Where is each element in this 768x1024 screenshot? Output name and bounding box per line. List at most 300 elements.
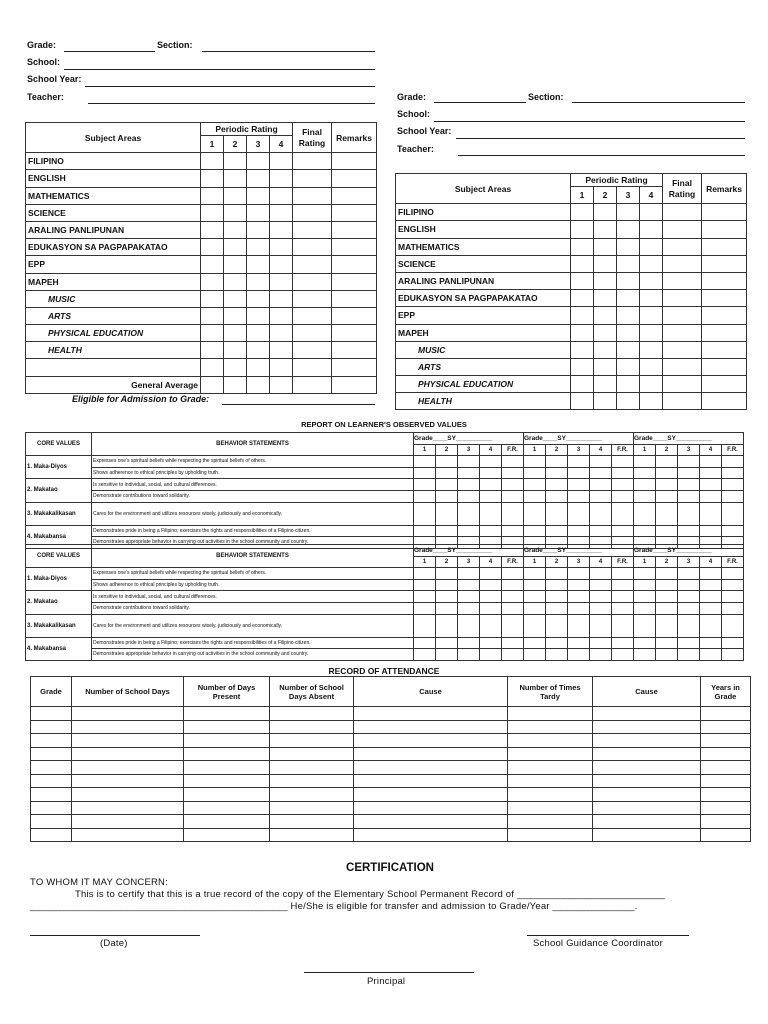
grade-cell[interactable] [702,324,747,341]
attendance-cell[interactable] [184,774,270,788]
grade-cell[interactable] [617,255,640,272]
value-cell[interactable] [436,614,458,637]
date-signature-line[interactable] [30,935,200,936]
attendance-cell[interactable] [31,801,72,815]
value-cell[interactable] [502,479,524,491]
value-cell[interactable] [414,602,436,614]
value-cell[interactable] [678,614,700,637]
grade-cell[interactable] [247,307,270,324]
attendance-cell[interactable] [72,801,184,815]
value-cell[interactable] [722,579,744,591]
value-cell[interactable] [414,467,436,479]
value-cell[interactable] [480,614,502,637]
value-cell[interactable] [568,579,590,591]
grade-cell[interactable] [640,272,663,289]
value-cell[interactable] [458,479,480,491]
grade-cell[interactable] [224,221,247,238]
grade-cell[interactable] [594,204,617,221]
school-field[interactable] [64,69,375,70]
value-cell[interactable] [436,456,458,468]
grade-cell[interactable] [663,204,702,221]
grade-cell[interactable] [702,238,747,255]
section-field[interactable] [572,102,745,103]
grade-cell[interactable] [594,221,617,238]
grade-cell[interactable] [224,290,247,307]
value-cell[interactable] [590,568,612,580]
value-cell[interactable] [546,579,568,591]
grade-cell[interactable] [702,358,747,375]
value-cell[interactable] [612,568,634,580]
grade-cell[interactable] [702,272,747,289]
grade-cell[interactable] [247,187,270,204]
attendance-cell[interactable] [593,734,701,748]
value-cell[interactable] [436,467,458,479]
attendance-cell[interactable] [354,774,508,788]
grade-cell[interactable] [640,255,663,272]
grade-cell[interactable] [247,170,270,187]
school-year-field[interactable] [85,86,375,87]
attendance-cell[interactable] [31,815,72,829]
value-cell[interactable] [722,614,744,637]
attendance-cell[interactable] [72,774,184,788]
grade-cell[interactable] [293,359,332,376]
grade-cell[interactable] [594,307,617,324]
value-cell[interactable] [700,456,722,468]
value-cell[interactable] [546,649,568,661]
value-cell[interactable] [568,456,590,468]
grade-cell[interactable] [201,325,224,342]
value-cell[interactable] [568,467,590,479]
value-cell[interactable] [524,579,546,591]
value-cell[interactable] [436,602,458,614]
teacher-field[interactable] [458,155,745,156]
value-cell[interactable] [436,490,458,502]
value-cell[interactable] [546,602,568,614]
value-cell[interactable] [700,579,722,591]
grade-cell[interactable] [332,239,377,256]
value-cell[interactable] [634,649,656,661]
grade-cell[interactable] [571,393,594,410]
grade-cell[interactable] [571,290,594,307]
attendance-cell[interactable] [270,828,354,842]
grade-cell[interactable] [201,256,224,273]
value-cell[interactable] [436,649,458,661]
grade-cell[interactable] [594,255,617,272]
coordinator-signature-line[interactable] [527,935,689,936]
value-cell[interactable] [458,591,480,603]
value-cell[interactable] [678,479,700,491]
attendance-cell[interactable] [701,774,751,788]
value-cell[interactable] [722,568,744,580]
attendance-cell[interactable] [270,774,354,788]
grade-cell[interactable] [247,342,270,359]
attendance-cell[interactable] [184,801,270,815]
attendance-cell[interactable] [508,734,593,748]
value-cell[interactable] [524,456,546,468]
attendance-cell[interactable] [508,828,593,842]
value-cell[interactable] [502,525,524,537]
grade-cell[interactable] [293,170,332,187]
grade-cell[interactable] [332,376,377,393]
value-cell[interactable] [458,490,480,502]
grade-cell[interactable] [293,221,332,238]
grade-cell[interactable] [270,239,293,256]
value-cell[interactable] [568,614,590,637]
value-cell[interactable] [590,502,612,525]
attendance-cell[interactable] [270,707,354,721]
value-cell[interactable] [546,591,568,603]
value-cell[interactable] [568,602,590,614]
attendance-cell[interactable] [508,774,593,788]
value-cell[interactable] [656,525,678,537]
grade-cell[interactable] [617,358,640,375]
attendance-cell[interactable] [184,747,270,761]
value-cell[interactable] [590,579,612,591]
attendance-cell[interactable] [270,761,354,775]
attendance-cell[interactable] [270,815,354,829]
attendance-cell[interactable] [701,707,751,721]
attendance-cell[interactable] [701,747,751,761]
grade-cell[interactable] [270,273,293,290]
value-cell[interactable] [502,649,524,661]
value-cell[interactable] [436,591,458,603]
value-cell[interactable] [546,456,568,468]
value-cell[interactable] [458,579,480,591]
grade-cell[interactable] [663,238,702,255]
value-cell[interactable] [612,456,634,468]
grade-cell[interactable] [293,307,332,324]
grade-cell[interactable] [332,221,377,238]
value-cell[interactable] [458,467,480,479]
value-cell[interactable] [590,525,612,537]
attendance-cell[interactable] [184,761,270,775]
value-cell[interactable] [590,479,612,491]
grade-cell[interactable] [663,272,702,289]
value-cell[interactable] [722,502,744,525]
value-cell[interactable] [612,591,634,603]
value-cell[interactable] [436,525,458,537]
value-cell[interactable] [568,568,590,580]
grade-cell[interactable] [663,255,702,272]
value-cell[interactable] [634,490,656,502]
value-cell[interactable] [612,637,634,649]
value-cell[interactable] [502,614,524,637]
value-cell[interactable] [436,479,458,491]
grade-cell[interactable] [332,325,377,342]
grade-cell[interactable] [332,153,377,170]
attendance-cell[interactable] [593,801,701,815]
grade-cell[interactable] [571,221,594,238]
grade-cell[interactable] [270,325,293,342]
grade-cell[interactable] [663,376,702,393]
value-cell[interactable] [678,579,700,591]
grade-cell[interactable] [663,341,702,358]
grade-cell[interactable] [270,359,293,376]
attendance-cell[interactable] [701,828,751,842]
attendance-cell[interactable] [354,788,508,802]
value-cell[interactable] [524,502,546,525]
value-cell[interactable] [414,490,436,502]
attendance-cell[interactable] [593,815,701,829]
value-cell[interactable] [722,479,744,491]
school-field[interactable] [434,121,745,122]
grade-cell[interactable] [201,359,224,376]
grade-cell[interactable] [332,256,377,273]
attendance-cell[interactable] [270,734,354,748]
value-cell[interactable] [678,591,700,603]
grade-cell[interactable] [617,376,640,393]
value-cell[interactable] [414,637,436,649]
value-cell[interactable] [656,502,678,525]
value-cell[interactable] [700,649,722,661]
attendance-cell[interactable] [508,720,593,734]
attendance-cell[interactable] [593,761,701,775]
attendance-cell[interactable] [701,720,751,734]
grade-cell[interactable] [293,376,332,393]
value-cell[interactable] [656,614,678,637]
grade-cell[interactable] [201,221,224,238]
grade-cell[interactable] [594,290,617,307]
value-cell[interactable] [612,479,634,491]
value-cell[interactable] [414,568,436,580]
grade-cell[interactable] [640,238,663,255]
value-cell[interactable] [612,614,634,637]
value-cell[interactable] [502,602,524,614]
grade-cell[interactable] [640,376,663,393]
value-cell[interactable] [480,649,502,661]
grade-cell[interactable] [270,342,293,359]
value-cell[interactable] [590,591,612,603]
value-cell[interactable] [480,502,502,525]
attendance-cell[interactable] [31,720,72,734]
principal-signature-line[interactable] [304,972,474,973]
value-cell[interactable] [502,456,524,468]
value-cell[interactable] [700,602,722,614]
grade-cell[interactable] [571,324,594,341]
value-cell[interactable] [634,568,656,580]
value-cell[interactable] [612,490,634,502]
grade-cell[interactable] [663,324,702,341]
school-year-field[interactable] [456,138,745,139]
value-cell[interactable] [656,591,678,603]
attendance-cell[interactable] [72,761,184,775]
grade-cell[interactable] [247,204,270,221]
value-cell[interactable] [568,479,590,491]
attendance-cell[interactable] [184,707,270,721]
value-cell[interactable] [480,602,502,614]
grade-cell[interactable] [702,393,747,410]
value-cell[interactable] [414,525,436,537]
grade-cell[interactable] [201,273,224,290]
attendance-cell[interactable] [593,707,701,721]
value-cell[interactable] [502,568,524,580]
value-cell[interactable] [480,467,502,479]
value-cell[interactable] [634,467,656,479]
value-cell[interactable] [700,490,722,502]
value-cell[interactable] [678,456,700,468]
attendance-cell[interactable] [72,747,184,761]
grade-cell[interactable] [270,153,293,170]
grade-cell[interactable] [702,341,747,358]
value-cell[interactable] [480,579,502,591]
value-cell[interactable] [524,467,546,479]
value-cell[interactable] [722,490,744,502]
value-cell[interactable] [590,490,612,502]
grade-cell[interactable] [617,204,640,221]
grade-cell[interactable] [640,393,663,410]
value-cell[interactable] [656,602,678,614]
value-cell[interactable] [524,649,546,661]
value-cell[interactable] [502,502,524,525]
value-cell[interactable] [722,637,744,649]
value-cell[interactable] [524,525,546,537]
grade-cell[interactable] [702,221,747,238]
grade-cell[interactable] [293,273,332,290]
grade-cell[interactable] [594,358,617,375]
value-cell[interactable] [700,525,722,537]
attendance-cell[interactable] [31,774,72,788]
attendance-cell[interactable] [184,734,270,748]
value-cell[interactable] [458,637,480,649]
value-cell[interactable] [678,602,700,614]
value-cell[interactable] [612,525,634,537]
grade-cell[interactable] [293,290,332,307]
grade-cell[interactable] [224,170,247,187]
value-cell[interactable] [458,614,480,637]
value-cell[interactable] [546,637,568,649]
value-cell[interactable] [414,579,436,591]
attendance-cell[interactable] [508,801,593,815]
value-cell[interactable] [524,602,546,614]
value-cell[interactable] [414,502,436,525]
value-cell[interactable] [722,456,744,468]
value-cell[interactable] [502,467,524,479]
grade-cell[interactable] [201,376,224,393]
attendance-cell[interactable] [593,774,701,788]
grade-cell[interactable] [571,376,594,393]
grade-cell[interactable] [332,359,377,376]
value-cell[interactable] [722,591,744,603]
value-cell[interactable] [722,525,744,537]
value-cell[interactable] [546,568,568,580]
grade-cell[interactable] [663,358,702,375]
value-cell[interactable] [590,602,612,614]
grade-cell[interactable] [293,325,332,342]
grade-cell[interactable] [201,307,224,324]
attendance-cell[interactable] [270,747,354,761]
attendance-cell[interactable] [701,761,751,775]
grade-cell[interactable] [201,204,224,221]
grade-cell[interactable] [640,204,663,221]
value-cell[interactable] [656,456,678,468]
value-cell[interactable] [678,502,700,525]
attendance-cell[interactable] [508,788,593,802]
value-cell[interactable] [634,502,656,525]
grade-cell[interactable] [571,358,594,375]
grade-cell[interactable] [270,307,293,324]
grade-cell[interactable] [270,290,293,307]
grade-cell[interactable] [663,393,702,410]
grade-cell[interactable] [293,239,332,256]
grade-cell[interactable] [247,325,270,342]
value-cell[interactable] [546,525,568,537]
value-cell[interactable] [656,649,678,661]
attendance-cell[interactable] [72,720,184,734]
value-cell[interactable] [678,568,700,580]
attendance-cell[interactable] [270,720,354,734]
value-cell[interactable] [700,467,722,479]
value-cell[interactable] [524,591,546,603]
grade-cell[interactable] [293,204,332,221]
grade-cell[interactable] [594,272,617,289]
grade-cell[interactable] [247,376,270,393]
grade-cell[interactable] [617,272,640,289]
attendance-cell[interactable] [31,707,72,721]
grade-cell[interactable] [224,256,247,273]
value-cell[interactable] [524,479,546,491]
grade-cell[interactable] [293,342,332,359]
value-cell[interactable] [656,637,678,649]
attendance-cell[interactable] [72,815,184,829]
value-cell[interactable] [502,637,524,649]
grade-cell[interactable] [201,239,224,256]
grade-cell[interactable] [332,187,377,204]
value-cell[interactable] [524,568,546,580]
value-cell[interactable] [656,467,678,479]
value-cell[interactable] [678,637,700,649]
grade-cell[interactable] [270,204,293,221]
value-cell[interactable] [656,490,678,502]
value-cell[interactable] [634,456,656,468]
grade-cell[interactable] [640,290,663,307]
attendance-cell[interactable] [184,828,270,842]
attendance-cell[interactable] [354,815,508,829]
grade-cell[interactable] [270,187,293,204]
value-cell[interactable] [700,637,722,649]
grade-cell[interactable] [663,307,702,324]
attendance-cell[interactable] [31,828,72,842]
attendance-cell[interactable] [508,815,593,829]
value-cell[interactable] [634,614,656,637]
value-cell[interactable] [722,467,744,479]
attendance-cell[interactable] [270,801,354,815]
attendance-cell[interactable] [72,734,184,748]
attendance-cell[interactable] [701,801,751,815]
value-cell[interactable] [436,568,458,580]
attendance-cell[interactable] [31,734,72,748]
value-cell[interactable] [700,502,722,525]
grade-cell[interactable] [571,341,594,358]
grade-cell[interactable] [224,307,247,324]
attendance-cell[interactable] [184,720,270,734]
grade-cell[interactable] [247,273,270,290]
grade-cell[interactable] [617,290,640,307]
value-cell[interactable] [546,614,568,637]
attendance-cell[interactable] [184,815,270,829]
value-cell[interactable] [502,579,524,591]
value-cell[interactable] [678,649,700,661]
attendance-cell[interactable] [31,788,72,802]
grade-cell[interactable] [332,307,377,324]
attendance-cell[interactable] [31,747,72,761]
attendance-cell[interactable] [354,761,508,775]
value-cell[interactable] [722,649,744,661]
value-cell[interactable] [612,579,634,591]
grade-cell[interactable] [201,290,224,307]
grade-cell[interactable] [247,153,270,170]
grade-cell[interactable] [640,307,663,324]
attendance-cell[interactable] [354,747,508,761]
